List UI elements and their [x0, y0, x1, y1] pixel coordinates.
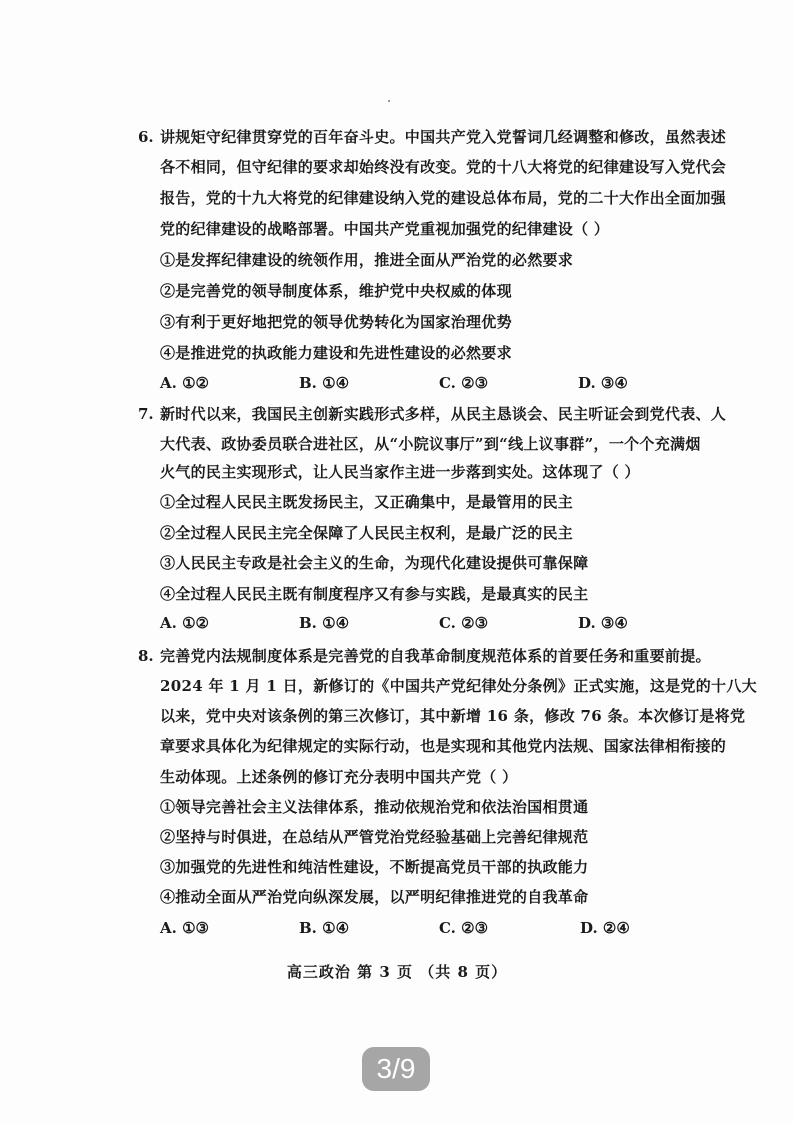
question-8-option-a: A. ①③	[160, 919, 209, 937]
question-7-option-c: C. ②③	[439, 614, 489, 632]
question-8-option-d: D. ②④	[580, 919, 630, 937]
question-8-line: 章要求具体化为纪律规定的实际行动，也是实现和其他党内法规、国家法律相衔接的	[160, 737, 727, 755]
question-6-item: ①是发挥纪律建设的统领作用，推进全面从严治党的必然要求	[160, 251, 574, 269]
question-8-line: 完善党内法规制度体系是完善党的自我革命制度规范体系的首要任务和重要前提。	[160, 647, 711, 665]
question-6-option-a: A. ①②	[160, 374, 209, 392]
question-8-item: ④推动全面从严治党向纵深发展，以严明纪律推进党的自我革命	[160, 888, 589, 906]
question-8-option-c: C. ②③	[439, 919, 489, 937]
question-6-item: ③有利于更好地把党的领导优势转化为国家治理优势	[160, 313, 512, 331]
question-8-line: 以来，党中央对该条例的第三次修订，其中新增 16 条，修改 76 条。本次修订是将党	[160, 707, 746, 725]
question-6-line: 报告，党的十九大将党的纪律建设纳入党的建设总体布局，党的二十大作出全面加强	[160, 189, 727, 207]
question-8-item: ③加强党的先进性和纯洁性建设，不断提高党员干部的执政能力	[160, 858, 589, 876]
question-7-item: ④全过程人民民主既有制度程序又有参与实践，是最真实的民主	[160, 585, 589, 603]
question-7-item: ②全过程人民民主完全保障了人民民主权利，是最广泛的民主	[160, 524, 574, 542]
question-7-line: 大代表、政协委员联合进社区，从“小院议事厅”到“线上议事群”，一个个充满烟	[160, 435, 701, 453]
question-8-number: 8.	[138, 647, 154, 665]
question-6-item: ④是推进党的执政能力建设和先进性建设的必然要求	[160, 344, 512, 362]
question-7-line: 火气的民主实现形式，让人民当家作主进一步落到实处。这体现了（ ）	[160, 463, 640, 481]
question-6-line: 党的纪律建设的战略部署。中国共产党重视加强党的纪律建设（ ）	[160, 220, 610, 238]
question-8-option-b: B. ①④	[299, 919, 350, 937]
question-6-number: 6.	[138, 128, 154, 146]
page-indicator-badge: 3/9	[362, 1047, 430, 1091]
question-7-option-b: B. ①④	[299, 614, 350, 632]
question-6-option-c: C. ②③	[439, 374, 489, 392]
question-7-item: ①全过程人民民主既发扬民主，又正确集中，是最管用的民主	[160, 493, 574, 511]
question-6-option-d: D. ③④	[578, 374, 628, 392]
question-8-item: ②坚持与时俱进，在总结从严管党治党经验基础上完善纪律规范	[160, 828, 589, 846]
question-8-item: ①领导完善社会主义法律体系，推动依规治党和依法治国相贯通	[160, 798, 589, 816]
page-footer: 高三政治 第 3 页 （共 8 页）	[286, 963, 508, 981]
question-6-option-b: B. ①④	[299, 374, 350, 392]
scan-dot	[388, 100, 390, 102]
question-8-line: 2024 年 1 月 1 日，新修订的《中国共产党纪律处分条例》正式实施，这是党的十八大	[160, 677, 757, 695]
question-8-line: 生动体现。上述条例的修订充分表明中国共产党（ ）	[160, 768, 518, 786]
question-6-line: 讲规矩守纪律贯穿党的百年奋斗史。中国共产党入党誓词几经调整和修改，虽然表述	[160, 128, 727, 146]
question-7-number: 7.	[138, 405, 154, 423]
question-6-line: 各不相同，但守纪律的要求却始终没有改变。党的十八大将党的纪律建设写入党代会	[160, 158, 727, 176]
question-7-line: 新时代以来，我国民主创新实践形式多样，从民主恳谈会、民主听证会到党代表、人	[160, 405, 727, 423]
question-7-option-a: A. ①②	[160, 614, 209, 632]
question-6-item: ②是完善党的领导制度体系，维护党中央权威的体现	[160, 282, 512, 300]
question-7-option-d: D. ③④	[578, 614, 628, 632]
question-7-item: ③人民民主专政是社会主义的生命，为现代化建设提供可靠保障	[160, 554, 589, 572]
